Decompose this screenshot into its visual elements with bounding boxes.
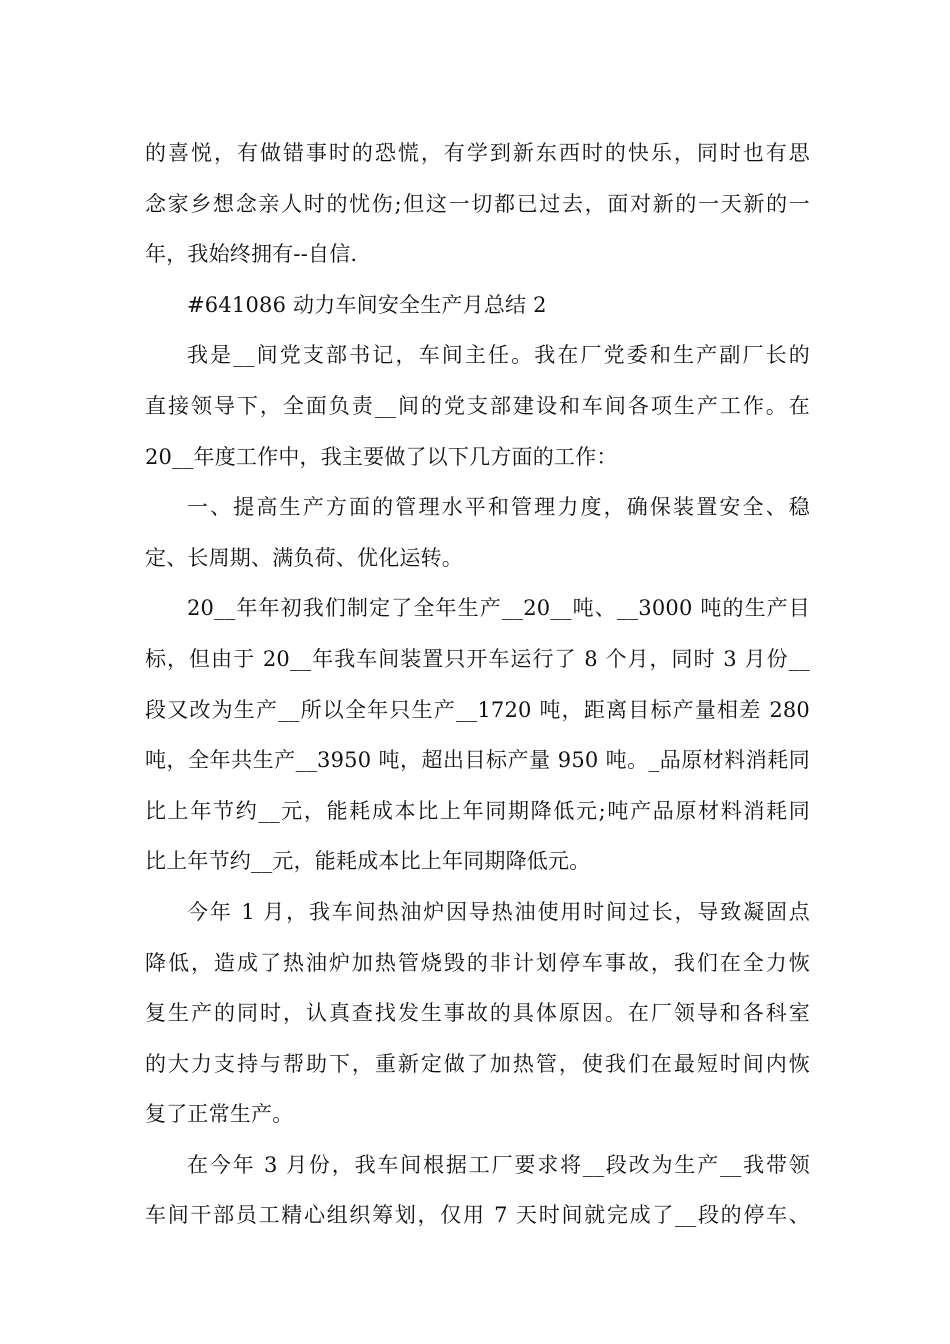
text-line: #641086 动力车间安全生产月总结 2 — [187, 292, 547, 317]
text-line: 在今年 3 月份，我车间根据工厂要求将__段改为生产__我带领 — [187, 1152, 810, 1177]
document-page — [145, 128, 810, 1241]
text-line: 直接领导下，全面负责__间的党支部建设和车间各项生产工作。在 — [145, 393, 810, 418]
text-line: 今年 1 月，我车间热油炉因导热油使用时间过长，导致凝固点 — [187, 899, 810, 924]
text-line: 20__年年初我们制定了全年生产__20__吨、__3000 吨的生产目 — [187, 596, 810, 621]
text-line: 的喜悦，有做错事时的恐慌，有学到新东西时的快乐，同时也有思 — [145, 141, 810, 165]
text-line: 复生产的同时，认真查找发生事故的具体原因。在厂领导和各科室 — [145, 1001, 810, 1026]
text-line: 的大力支持与帮助下，重新定做了加热管，使我们在最短时间内恢 — [145, 1051, 810, 1076]
text-line: 20__年度工作中，我主要做了以下几方面的工作： — [145, 444, 618, 469]
text-line: 年，我始终拥有--自信. — [145, 242, 358, 267]
text-line: 复了正常生产。 — [145, 1102, 294, 1127]
text-line: 一、提高生产方面的管理水平和管理力度，确保装置安全、稳 — [187, 495, 810, 520]
text-line: 念家乡想念亲人时的忧伤;但这一切都已过去，面对新的一天新的一 — [145, 191, 810, 216]
text-line: 我是__间党支部书记，车间主任。我在厂党委和生产副厂长的 — [187, 343, 810, 368]
text-line: 标，但由于 20__年我车间装置只开车运行了 8 个月，同时 3 月份__ — [145, 646, 810, 671]
text-line: 降低，造成了热油炉加热管烧毁的非计划停车事故，我们在全力恢 — [145, 950, 810, 975]
text-line: 车间干部员工精心组织筹划，仅用 7 天时间就完成了__段的停车、 — [145, 1203, 810, 1228]
text-line: 段又改为生产__所以全年只生产__1720 吨，距离目标产量相差 280 — [145, 697, 810, 722]
text-line: 吨，全年共生产__3950 吨，超出目标产量 950 吨。_品原材料消耗同 — [145, 748, 810, 773]
text-line: 定、长周期、满负荷、优化运转。 — [145, 545, 463, 570]
text-line: 比上年节约__元，能耗成本比上年同期降低元。 — [145, 849, 591, 874]
text-line: 比上年节约__元，能耗成本比上年同期降低元;吨产品原材料消耗同 — [145, 798, 810, 823]
